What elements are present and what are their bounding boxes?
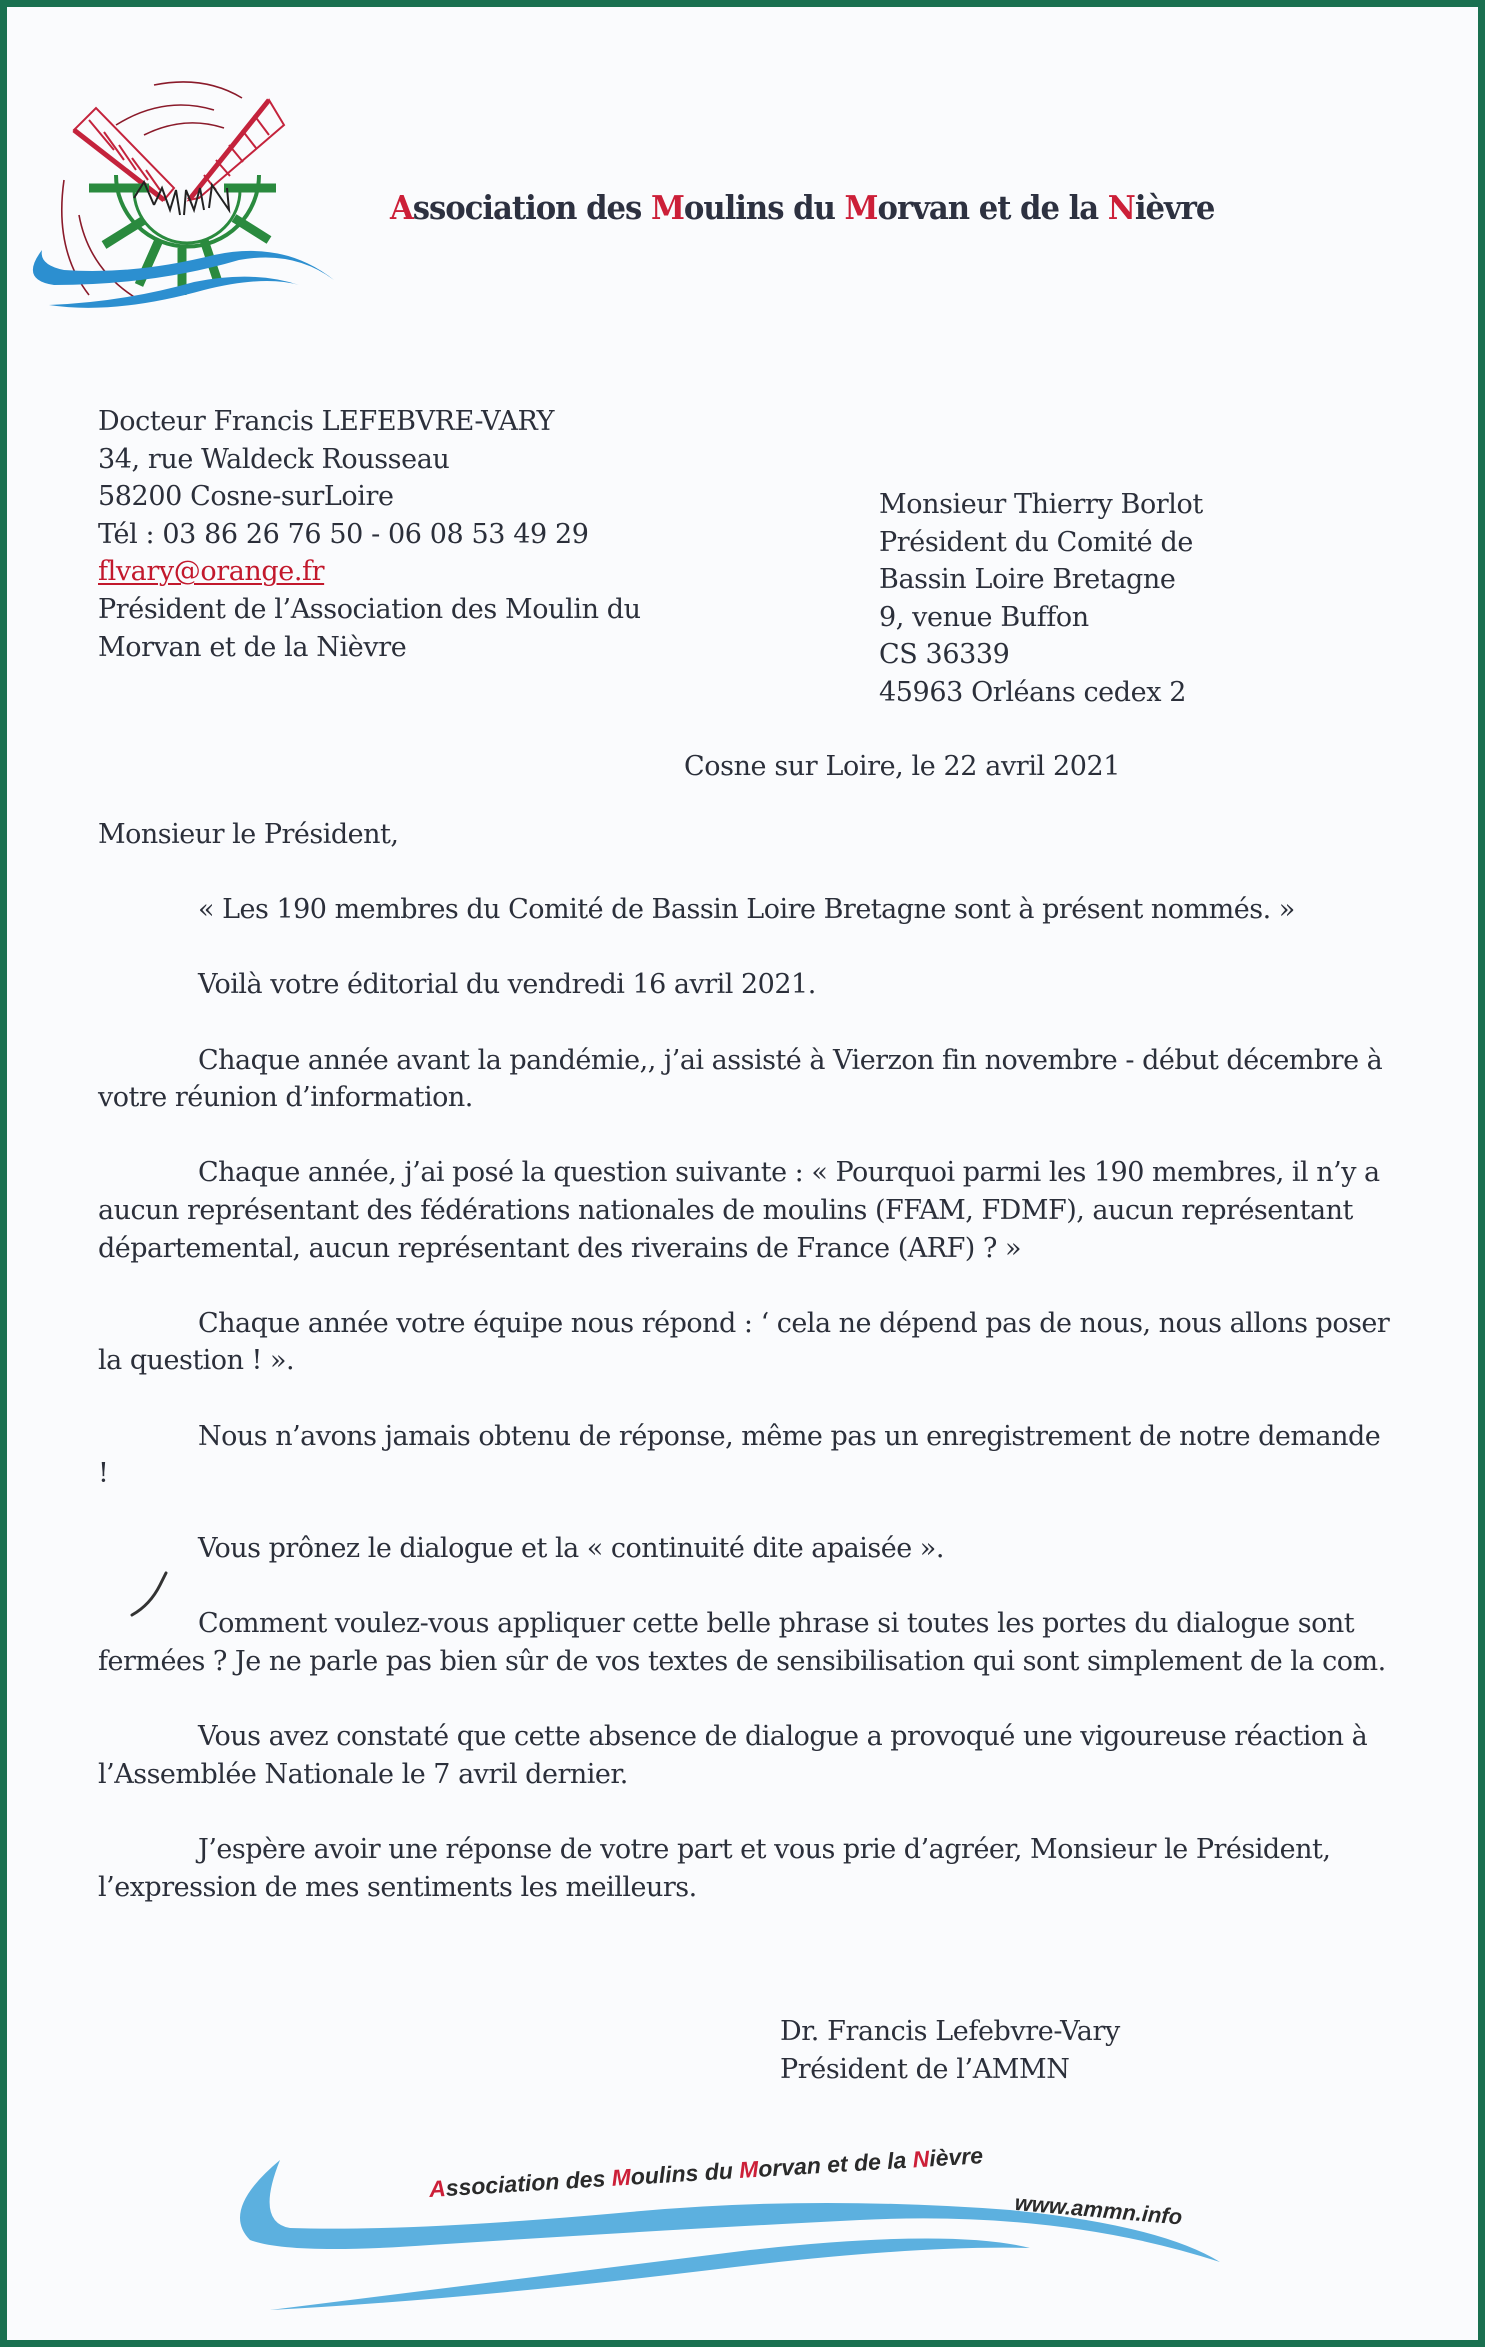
recipient-cs: CS 36339 (879, 639, 1010, 671)
footer-title-part: N (911, 2145, 931, 2173)
paragraph: Vous avez constaté que cette absence de dialogue a provoqué une vigoureuse réaction à l’Assemblée Nationale le 7 avril dernier. (98, 1721, 1368, 1790)
pen-mark-icon (130, 1565, 210, 1625)
letterhead-title-part: oulins du (683, 188, 845, 227)
paragraph: Vous prônez le dialogue et la « continuité dite apaisée ». (198, 1533, 944, 1565)
sender-email-link[interactable]: flvary@orange.fr (98, 556, 325, 588)
paragraph: Voilà votre éditorial du vendredi 16 avril 2021. (198, 969, 816, 1001)
paragraph: Chaque année votre équipe nous répond : ‘ cela ne dépend pas de nous, nous allons poser la question ! ». (98, 1307, 1390, 1377)
recipient-organization: Bassin Loire Bretagne (879, 564, 1176, 596)
footer-website-link[interactable]: www.ammn.info (1013, 2190, 1184, 2230)
sender-phone: Tél : 03 86 26 76 50 - 06 08 53 49 29 (98, 518, 589, 550)
letterhead-title-part: N (1107, 188, 1135, 227)
paragraph: Chaque année avant la pandémie,, j’ai assisté à Vierzon fin novembre - début décembre à votre réunion d’information. (98, 1044, 1383, 1114)
recipient-city: 45963 Orléans cedex 2 (879, 676, 1187, 708)
letterhead-title-part: M (844, 188, 878, 227)
footer-title-part: M (738, 2155, 760, 2184)
letter-body (98, 816, 1398, 1944)
footer-title-part: orvan et de la (757, 2146, 914, 2182)
letterhead-title (390, 188, 1214, 227)
recipient-street: 9, venue Buffon (879, 601, 1089, 633)
paragraph: Chaque année, j’ai posé la question suivante : « Pourquoi parmi les 190 membres, il n’y a aucun représentant des fédérations nationales de moulins (FFAM, FDMF), aucun représentant départemental, aucun représentant des riverains de France (ARF) ? » (98, 1157, 1380, 1264)
salutation: Monsieur le Président, (98, 819, 399, 850)
signature-block (780, 2013, 1120, 2089)
paragraph: Nous n’avons jamais obtenu de réponse, même pas un enregistrement de notre demande ! (98, 1420, 1381, 1490)
recipient-name: Monsieur Thierry Borlot (879, 489, 1203, 520)
letterhead-title-part: ssociation des (412, 188, 651, 227)
windmill-watermill-logo-icon (14, 70, 344, 320)
paragraph: « Les 190 membres du Comité de Bassin Loire Bretagne sont à présent nommés. » (198, 894, 1295, 926)
signature-title: Président de l’AMMN (780, 2054, 1070, 2085)
footer-title-part: A (428, 2175, 447, 2203)
sender-street: 34, rue Waldeck Rousseau (98, 443, 450, 475)
letterhead-title-part: A (390, 188, 413, 227)
sender-name: Docteur Francis LEFEBVRE-VARY (98, 406, 555, 437)
recipient-title: Président du Comité de (879, 526, 1193, 558)
sender-role-line-1: Président de l’Association des Moulin du (98, 593, 641, 625)
sender-role-line-2: Morvan et de la Nièvre (98, 631, 407, 663)
paragraph: J’espère avoir une réponse de votre part et vous prie d’agréer, Monsieur le Président, l’expression de mes sentiments les meilleurs. (98, 1834, 1331, 1903)
footer-title-part: oulins du (629, 2157, 740, 2190)
sender-address-block (98, 403, 641, 666)
signature-name: Dr. Francis Lefebvre-Vary (780, 2016, 1120, 2047)
letterhead-title-part: orvan et de la (877, 188, 1108, 227)
recipient-address-block (879, 486, 1203, 712)
paragraph: Comment voulez-vous appliquer cette belle phrase si toutes les portes du dialogue sont fermées ? Je ne parle pas bien sûr de vos textes de sensibilisation qui sont simplement de la com. (98, 1608, 1386, 1678)
letterhead-title-part: M (650, 188, 684, 227)
date-line: Cosne sur Loire, le 22 avril 2021 (684, 751, 1121, 782)
footer-title-part: ièvre (928, 2142, 984, 2172)
footer-title-part: M (610, 2163, 632, 2191)
sender-city: 58200 Cosne-surLoire (98, 481, 394, 513)
letterhead-title-part: ièvre (1134, 188, 1215, 227)
footer-title-part: ssociation des (444, 2164, 613, 2201)
